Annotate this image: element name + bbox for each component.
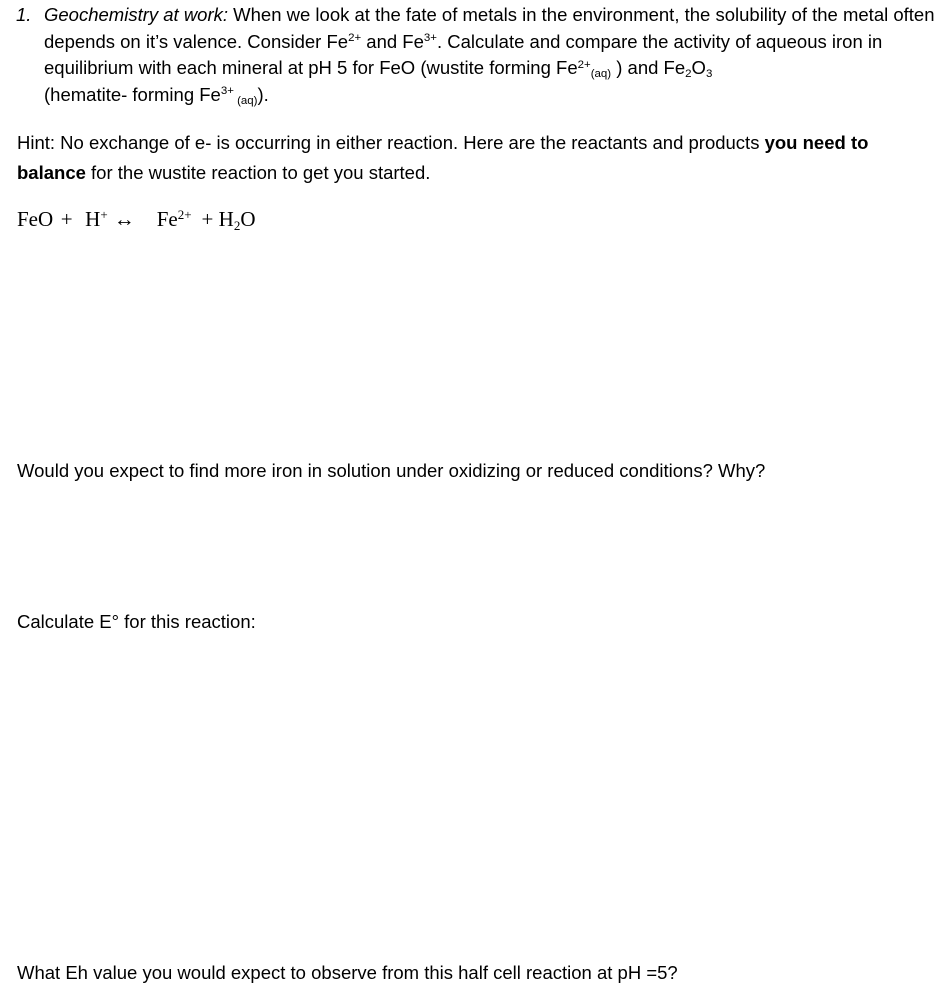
- question-topic: Geochemistry at work:: [44, 4, 229, 25]
- q1-text-d: ) and Fe: [611, 57, 686, 78]
- q1-text-c: . Calculate and compare the activity of aqueous iron in equilibrium with each mineral at pH 5 for FeO (wustite forming Fe: [44, 30, 883, 78]
- q1-text-f: (hematite- forming Fe: [44, 83, 221, 105]
- eq-o: O: [240, 207, 256, 231]
- q1-sub-aq2: (aq): [233, 94, 258, 107]
- eq-arrow: ↔: [113, 207, 135, 231]
- q1-text-g: ).: [257, 83, 269, 105]
- q1-text-b: and Fe: [361, 30, 424, 52]
- q1-sub-3: 3: [705, 68, 713, 81]
- q1-text-e: O: [691, 57, 706, 78]
- q1-sub-2: 2: [685, 68, 692, 81]
- q1-sub-aq1: (aq): [590, 68, 612, 81]
- question-1-text: [44, 2, 942, 108]
- question-4: What Eh value you would expect to observe from this half cell reaction at pH =5?: [17, 962, 678, 983]
- hint-paragraph: [17, 128, 942, 188]
- eq-h-sup: +: [100, 206, 108, 222]
- eq-plus-h: + H: [201, 207, 234, 231]
- eq-feo: FeO: [17, 207, 54, 231]
- question-1: [16, 2, 942, 108]
- eq-h2o-sub: 2: [233, 217, 241, 233]
- q1-sup-fe2: 2+: [348, 32, 362, 45]
- q1-sup-fe2b: 2+: [577, 58, 591, 71]
- q1-sup-fe3b: 3+: [220, 85, 234, 98]
- q1-sup-fe3: 3+: [423, 32, 437, 45]
- eq-plus-1: +: [60, 207, 73, 231]
- hint-bold: you need to balance: [17, 132, 869, 183]
- question-number: 1.: [16, 4, 32, 25]
- question-3: Calculate E° for this reaction:: [17, 611, 256, 632]
- eq-h: H: [85, 207, 101, 231]
- q1-text-a: When we look at the fate of metals in the environment, the solubility of the metal often depends on it’s valence. Consider Fe: [44, 4, 935, 52]
- hint-text-a: Hint: No exchange of e- is occurring in either reaction. Here are the reactants and products: [17, 132, 765, 153]
- hint-text-b: for the wustite reaction to get you started.: [85, 162, 431, 183]
- wustite-equation: [17, 207, 256, 232]
- eq-fe-sup: 2+: [177, 206, 192, 222]
- question-2: Would you expect to find more iron in solution under oxidizing or reduced conditions? Why?: [17, 460, 766, 481]
- eq-fe: Fe: [156, 207, 178, 231]
